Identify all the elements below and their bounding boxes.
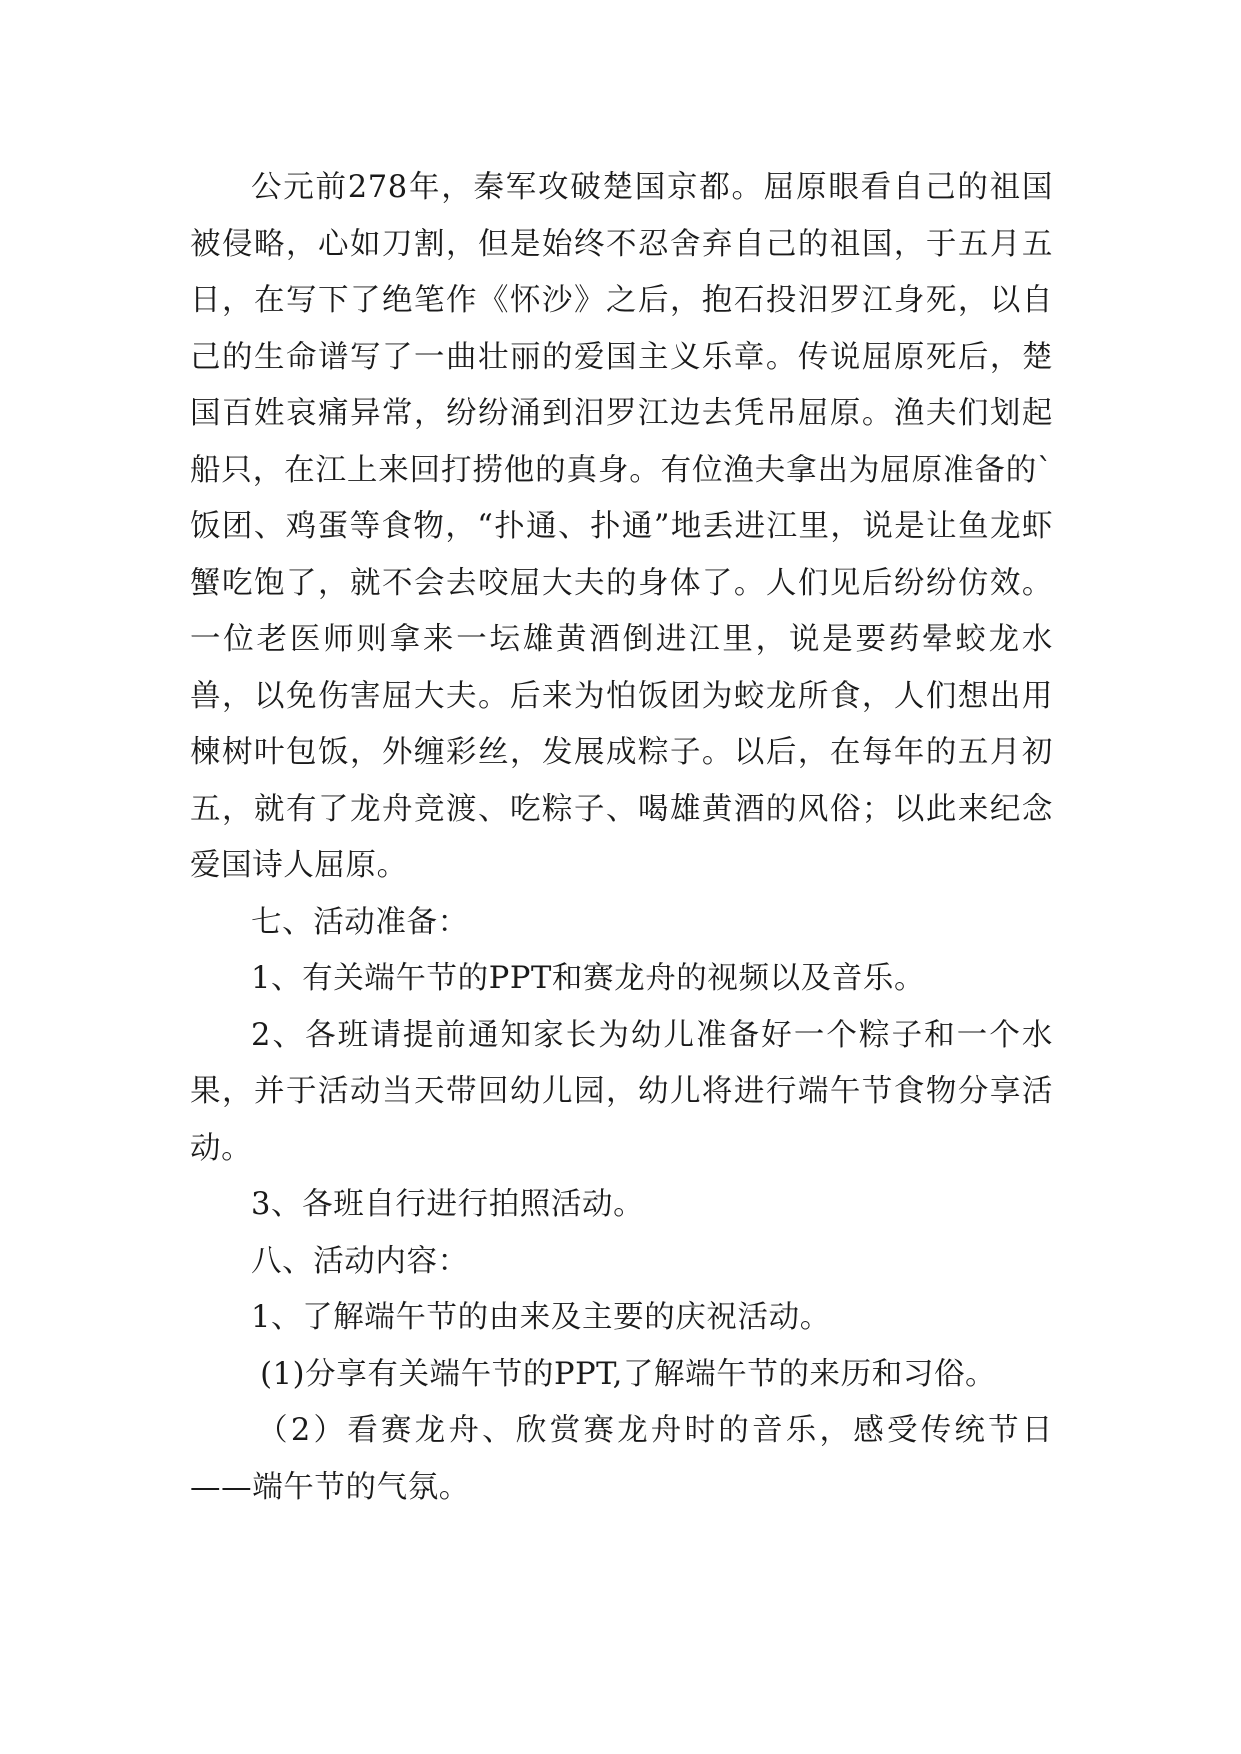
heading-activity-preparation: 七、活动准备： xyxy=(251,904,469,940)
list-item-prep-2: 2、各班请提前通知家长为幼儿准备好一个粽子和一个水果，并于活动当天带回幼儿园，幼儿将进行端午节食物分享活动。 xyxy=(190,1017,1053,1166)
sub-item-content-1-1: (1)分享有关端午节的PPT,了解端午节的来历和习俗。 xyxy=(260,1356,997,1392)
list-item-content-1: 1、了解端午节的由来及主要的庆祝活动。 xyxy=(251,1300,831,1335)
list-item-prep-1: 1、有关端午节的PPT和赛龙舟的视频以及音乐。 xyxy=(251,961,926,996)
list-item-prep-3: 3、各班自行进行拍照活动。 xyxy=(251,1187,645,1222)
sub-item-content-1-2: （2）看赛龙舟、欣赏赛龙舟时的音乐，感受传统节日——端午节的气氛。 xyxy=(190,1413,1053,1505)
document-body xyxy=(190,160,1053,1516)
paragraph-qu-yuan-legend: 公元前278年，秦军攻破楚国京都。屈原眼看自己的祖国被侵略，心如刀割，但是始终不忍舍弃自己的祖国，于五月五日，在写下了绝笔作《怀沙》之后，抱石投汨罗江身死，以自己的生命谱写了一曲壮丽的爱国主义乐章。传说屈原死后，楚国百姓哀痛异常，纷纷涌到汨罗江边去凭吊屈原。渔夫们划起船只，在江上来回打捞他的真身。有位渔夫拿出为屈原准备的`饭团、鸡蛋等食物，“扑通、扑通”地丢进江里，说是让鱼龙虾蟹吃饱了，就不会去咬屈大夫的身体了。人们见后纷纷仿效。一位老医师则拿来一坛雄黄酒倒进江里，说是要药晕蛟龙水兽，以免伤害屈大夫。后来为怕饭团为蛟龙所食，人们想出用楝树叶包饭，外缠彩丝，发展成粽子。以后，在每年的五月初五，就有了龙舟竞渡、吃粽子、喝雄黄酒的风俗；以此来纪念爱国诗人屈原。 xyxy=(190,170,1053,883)
heading-activity-content: 八、活动内容： xyxy=(251,1243,469,1279)
